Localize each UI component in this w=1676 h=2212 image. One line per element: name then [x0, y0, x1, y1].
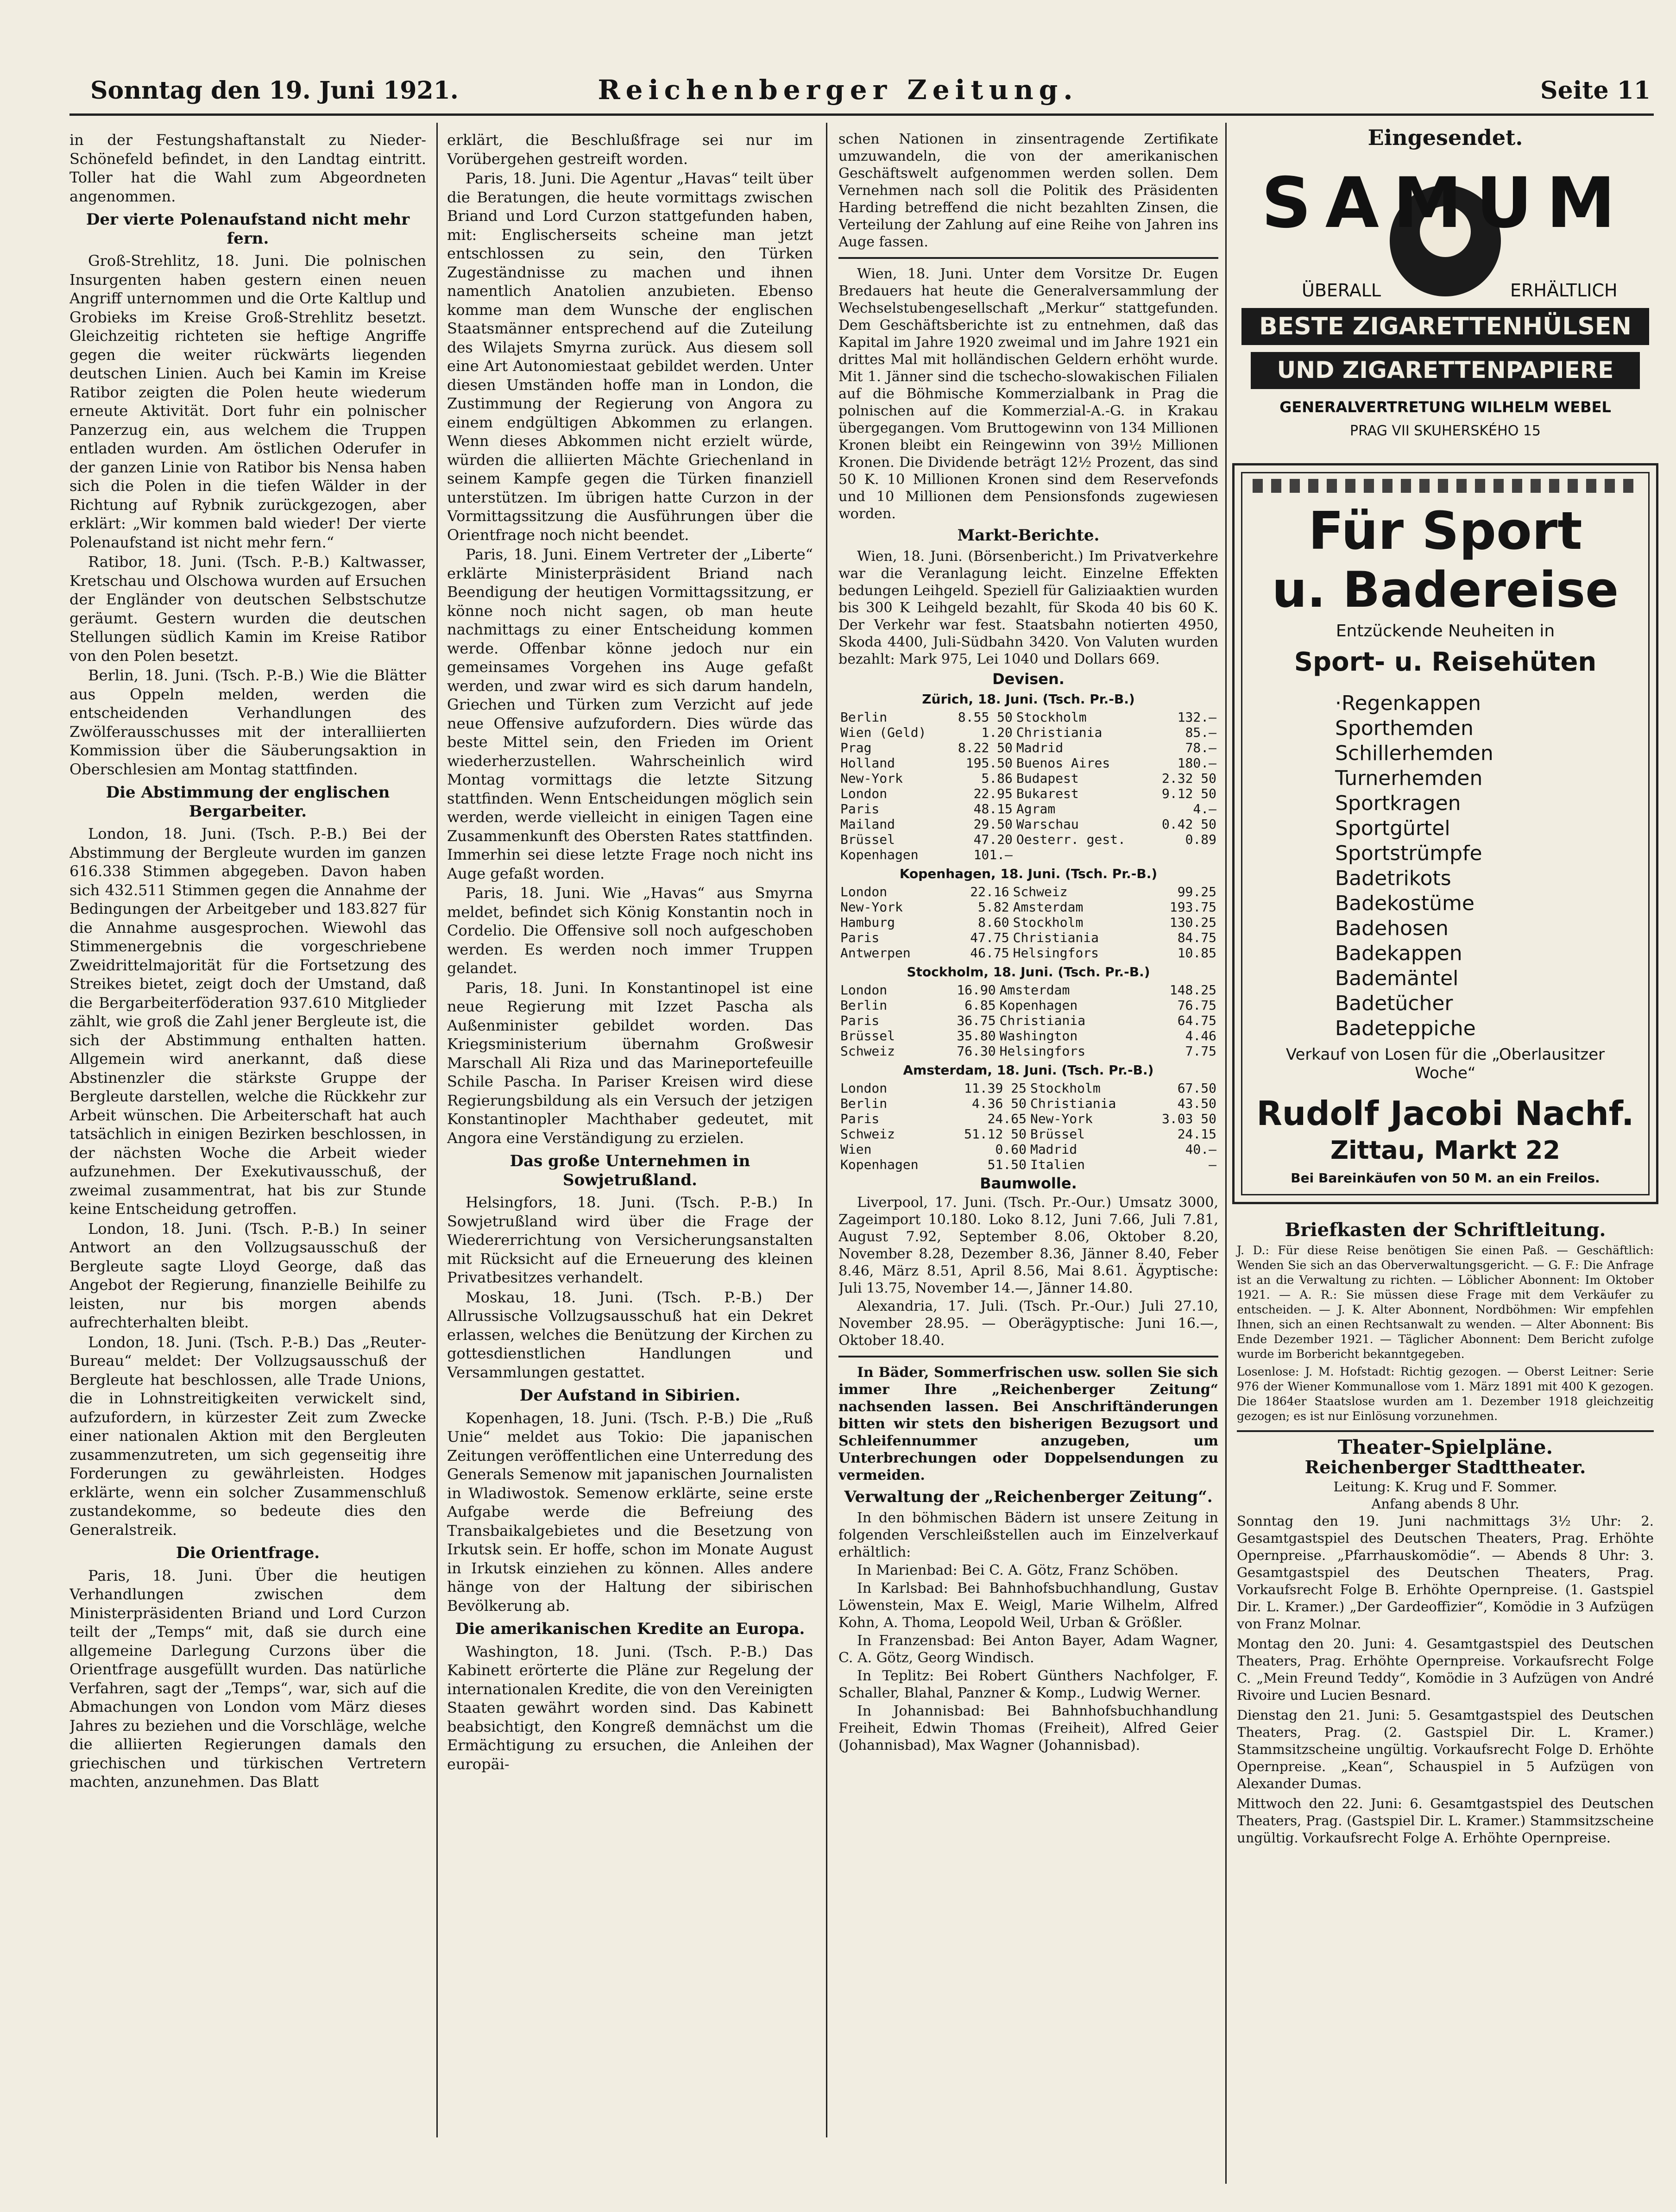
market-value: 130.25: [1169, 915, 1216, 930]
market-value: 0.42 50: [1161, 817, 1216, 832]
program-entry: Sonntag den 19. Juni nachmittags 3½ Uhr: 2. Gesamtgastspiel des Deutschen Theaters, Prag. Erhöhte Opernpreise. „Pfarrhauskomödie“. — Abends 8 Uhr: 3. Gesamtgastspiel des Deutschen Theaters, Prag. Vorkaufsrecht Folge B. Erhöhte Opernpreise. (1. Gastspiel Dir. L. Kramer.) „Der Gardeoffizier“, Komödie in 3 Aufzügen von Franz Molnar.: [1237, 1513, 1654, 1632]
market-label: Berlin: [840, 710, 888, 725]
paragraph: In Franzensbad: Bei Anton Bayer, Adam Wagner, C. A. Götz, Georg Windisch.: [838, 1633, 1218, 1666]
market-value: 6.85: [964, 998, 996, 1013]
product-item: Badekostüme: [1335, 892, 1474, 915]
market-label: Helsingfors: [1013, 945, 1099, 961]
product-item: Badetücher: [1335, 992, 1453, 1015]
paragraph: In Marienbad: Bei C. A. Götz, Franz Schöben.: [857, 1562, 1179, 1578]
notice-signature: Verwaltung der „Reichenberger Zeitung“.: [844, 1488, 1213, 1506]
market-value: 4.36 50: [971, 1096, 1027, 1111]
brand-text: SAMUM: [1261, 163, 1630, 244]
paragraph: Ratibor, 18. Juni. (Tsch. P.-B.) Kaltwasser, Kretschau und Olschowa wurden auf Ersuchen der Engländer von deutschen Selbstschutze geräumt. Gestern wurden die deutschen Stellungen südlich Kamin im Kreise Ratibor von den Polen besetzt.: [69, 553, 426, 665]
section-heading: Markt-Berichte.: [957, 526, 1100, 545]
market-value: 16.90: [957, 982, 996, 998]
column-divider: [436, 123, 438, 2137]
market-value: 8.55 50: [958, 710, 1013, 725]
theater-leitung: Leitung: K. Krug und F. Sommer.: [1333, 1479, 1557, 1495]
ad-inner-frame: [1241, 472, 1650, 1195]
market-label: Stockholm: [1013, 915, 1084, 930]
market-value: 84.75: [1177, 930, 1216, 945]
market-value: 0.89: [1185, 832, 1216, 847]
market-label: Christiania: [1016, 725, 1103, 740]
market-table-stockholm: [838, 982, 1218, 1059]
theater-title: Theater-Spielpläne.: [1337, 1436, 1553, 1458]
market-label: Holland: [840, 755, 895, 771]
market-value: 40.—: [1185, 1142, 1216, 1157]
market-value: 101.—: [973, 847, 1013, 862]
market-value: 99.25: [1177, 884, 1216, 899]
market-value: 24.15: [1177, 1126, 1216, 1142]
market-kopenhagen-heading: Kopenhagen, 18. Juni. (Tsch. Pr.-B.): [899, 866, 1158, 881]
market-label: Oesterr. gest.: [1016, 832, 1126, 847]
market-value: 51.50: [987, 1157, 1027, 1172]
market-row: [838, 915, 1218, 930]
section-heading: Die amerikanischen Kredite an Europa.: [455, 1620, 805, 1638]
product-item: Badehosen: [1335, 917, 1449, 940]
market-label: Kopenhagen: [999, 998, 1078, 1013]
column-divider: [826, 123, 827, 2137]
market-row: [838, 847, 1218, 862]
market-row: [838, 740, 1218, 755]
product-item: Turnerhemden: [1335, 767, 1483, 790]
market-value: 47.75: [970, 930, 1009, 945]
market-label: Agram: [1016, 801, 1056, 817]
market-label: Kopenhagen: [840, 847, 919, 862]
market-table-amsterdam: [838, 1081, 1218, 1172]
market-label: Schweiz: [840, 1043, 895, 1059]
product-item: Sportgürtel: [1335, 817, 1450, 840]
market-value: 5.86: [981, 771, 1013, 786]
market-value: 3.03 50: [1161, 1111, 1216, 1126]
market-value: 43.50: [1177, 1096, 1216, 1111]
market-stockholm-heading: Stockholm, 18. Juni. (Tsch. Pr.-B.): [907, 964, 1150, 980]
market-row: [838, 1096, 1218, 1111]
market-row: [838, 1013, 1218, 1028]
market-row: [838, 1111, 1218, 1126]
market-row: [838, 1142, 1218, 1157]
eingesendet-label: Eingesendet.: [1367, 125, 1523, 150]
market-value: 0.60: [995, 1142, 1027, 1157]
market-value: 5.82: [978, 899, 1009, 915]
header-rule: [69, 113, 1654, 116]
market-label: London: [840, 786, 888, 801]
paragraph: London, 18. Juni. (Tsch. P.-B.) Das „Reuter-Bureau“ meldet: Der Vollzugsausschuß der Bergleute hat beschlossen, alle Trade Unions, die in Lohnstreitigkeiten verwickelt sind, aufzufordern, in kürzester Zeit zum Zwecke einer nationalen Aktion mit den Bergleuten zusammenzutreten, um sich gegenseitig ihre Forderungen zu gewährleisten. Hodges erklärte, wenn ein solcher Zusammenschluß zustandekomme, so bedeute dies den Generalstreik.: [69, 1333, 426, 1539]
market-label: Schweiz: [1013, 884, 1068, 899]
market-label: Wien (Geld): [840, 725, 926, 740]
market-value: 76.75: [1177, 998, 1216, 1013]
market-label: Madrid: [1016, 740, 1064, 755]
market-label: Washington: [999, 1028, 1078, 1043]
theater-subtitle: Reichenberger Stadttheater.: [1304, 1457, 1586, 1477]
samum-logo: [1232, 162, 1658, 459]
paragraph: London, 18. Juni. (Tsch. P.-B.) Bei der Abstimmung der Bergleute wurden im ganzen 616.338 Stimmen abgegeben. Davon haben sich 432.511 Stimmen gegen die Annahme der Bedingungen der Arbeitgeber und 183.827 für die Annahme ausgesprochen. Wiewohl das Stimmenergebnis die vorgeschriebene Zweidrittelmajorität für die Fortsetzung des Streikes bietet, zeigt doch der Umstand, daß die Bergarbeiterföderation 937.610 Mitglieder zählt, wie groß die Zahl jener Bergleute ist, die sich der Abstimmung enthalten hatten. Allgemein wird anerkannt, daß diese Abstinenzler die stärkste Gruppe der Bergleute darstellen, welche die Rückkehr zur Arbeit wünschen. Die Arbeiterschaft hat auch tatsächlich in einigen Bezirken beschlossen, in der nächsten Woche die Arbeit wieder aufzunehmen. Der Exekutivausschuß, der zweimal zusammentrat, hat bis zur Stunde keine Entscheidung getroffen.: [69, 825, 426, 1218]
ad-footnote: Bei Bareinkäufen von 50 M. an ein Freilos.: [1291, 1170, 1600, 1186]
market-label: Wien: [840, 1142, 872, 1157]
market-value: 47.20: [973, 832, 1013, 847]
paragraph: Paris, 18. Juni. In Konstantinopel ist eine neue Regierung mit Izzet Pascha als Außenminister gebildet worden. Das Kriegsministerium übernahm Großwesir Marschall Ali Riza und das Marineportefeuille Schile Pascha. In Pariser Kreisen wird diese Regierungsbildung als ein Versuch der jetzigen Konstantinopler Machthaber gedeutet, mit Angora eine Verständigung zu erzielen.: [447, 979, 813, 1147]
market-value: 7.75: [1185, 1043, 1216, 1059]
market-row: [838, 755, 1218, 771]
paragraph: Paris, 18. Juni. Über die heutigen Verhandlungen zwischen dem Ministerpräsidenten Briand und Lord Curzon teilt der „Temps“ mit, daß sie durch eine allgemeine Darlegung Curzons über die Orientfrage ausgefüllt wurden. Das natürliche Verfahren, sagt der „Temps“, war, sich auf die Abmachungen von London vom März dieses Jahres zu beziehen und die Vorschläge, welche die alliierten Regierungen damals den griechischen und türkischen Vertretern machten, anzunehmen. Das Blatt: [69, 1566, 426, 1791]
decorative-border: [1253, 479, 1638, 493]
market-value: 10.85: [1177, 945, 1216, 961]
ad-headline-1: Für Sport: [1308, 501, 1582, 561]
market-value: 67.50: [1177, 1081, 1216, 1096]
market-value: 78.—: [1185, 740, 1216, 755]
devisen-heading: Devisen.: [992, 670, 1065, 688]
market-label: Kopenhagen: [840, 1157, 919, 1172]
market-zurich-heading: Zürich, 18. Juni. (Tsch. Pr.-B.): [922, 691, 1135, 707]
market-value: 8.60: [978, 915, 1009, 930]
notice-paragraph: In Bäder, Sommerfrischen usw. sollen Sie sich immer Ihre „Reichenberger Zeitung“ nachsenden lassen. Bei Anschriftänderungen bitten wir stets den bisherigen Bezugsort und Schleifennummer anzugeben, um Unterbrechungen oder Doppelsendungen zu vermeiden.: [838, 1364, 1218, 1483]
market-value: 1.20: [981, 725, 1013, 740]
theater-anfang: Anfang abends 8 Uhr.: [1371, 1496, 1519, 1512]
briefkasten-section: [1237, 1219, 1654, 2195]
article-column-3: [838, 131, 1218, 2136]
paragraph: J. D.: Für diese Reise benötigen Sie einen Paß. — Geschäftlich: Wenden Sie sich an das Oberverwaltungsgericht. — G. F.: Die Anfrage ist an die Verwaltung zu richten. — Löblicher Abonnent: Im Oktober 1921. — A. R.: Sie müssen diese Frage mit dem Verkäufer zu entscheiden. — J. K. Alter Abonnent, Nordböhmen: Wir empfehlen Ihnen, sich an einen Rechtsanwalt zu wenden. — Alter Abonnent: Bis Ende Dezember 1921. — Täglicher Abonnent: Dem Bericht zufolge wurde im Borbericht bekanntgegeben.: [1237, 1244, 1654, 1361]
market-label: Budapest: [1016, 771, 1079, 786]
market-label: Amsterdam: [1013, 899, 1084, 915]
market-value: 48.15: [973, 801, 1013, 817]
market-value: 11.39 25: [964, 1081, 1027, 1096]
market-label: Warschau: [1016, 817, 1079, 832]
product-item: Bademäntel: [1335, 967, 1459, 990]
program-entry: Mittwoch den 22. Juni: 6. Gesamtgastspiel des Deutschen Theaters, Prag. (Gastspiel Dir. L. Kramer.) Stammsitzscheine ungültig. Vorkaufsrecht Folge A. Erhöhte Opernpreise.: [1237, 1796, 1654, 1846]
market-label: Paris: [840, 930, 880, 945]
paragraph: Groß-Strehlitz, 18. Juni. Die polnischen Insurgenten haben gestern einen neuen Angriff unternommen und die Orte Kaltlup und Grobieks im Kreise Groß-Strehlitz besetzt. Gleichzeitig richteten sie heftige Angriffe gegen die weiter rückwärts liegenden deutschen Linien. Auch bei Kamin im Kreise Ratibor zeigten die Polen heute wiederum erneute Aktivität. Dort fuhr ein polnischer Panzerzug ein, aus welchem die Truppen entladen wurden. Am östlichen Oderufer in der ganzen Linie von Ratibor bis Nensa haben sich die Polen in die tiefen Wälder in der Richtung auf Rybnik zurückgezogen, aber erklärt: „Wir kommen bald wieder! Der vierte Polenaufstand ist nicht mehr fern.“: [69, 252, 426, 551]
paragraph: Moskau, 18. Juni. (Tsch. P.-B.) Der Allrussische Vollzugsausschuß hat ein Dekret erlassen, welches die Benützung der Kirchen zu gottesdienstlichen Handlungen und Versammlungen gestattet.: [447, 1288, 813, 1381]
market-value: —: [1209, 1157, 1216, 1172]
market-row: [838, 725, 1218, 740]
market-value: 2.32 50: [1161, 771, 1216, 786]
market-value: [1149, 847, 1218, 862]
market-label: Mailand: [840, 817, 895, 832]
section-heading: Die Orientfrage.: [176, 1544, 320, 1562]
paragraph: In den böhmischen Bädern ist unsere Zeitung in folgenden Verschleißstellen auch im Einzelverkauf erhältlich:: [838, 1510, 1218, 1560]
market-value: 193.75: [1169, 899, 1216, 915]
newspaper-title: Reichenberger Zeitung.: [598, 74, 1078, 106]
product-list: [1335, 691, 1493, 1041]
ad-subline: Entzückende Neuheiten in: [1336, 622, 1555, 641]
market-label: Paris: [840, 1111, 880, 1126]
market-value: 22.95: [973, 786, 1013, 801]
product-item: Badekappen: [1335, 942, 1462, 965]
market-row: [838, 771, 1218, 786]
product-item: ·Regenkappen: [1335, 691, 1481, 715]
erhaeltlich-text: ERHÄLTLICH: [1510, 280, 1618, 301]
market-value: 85.—: [1185, 725, 1216, 740]
paragraph: Helsingfors, 18. Juni. (Tsch. P.-B.) In Sowjetrußland wird über die Frage der Wiedererrichtung von Versicherungsanstalten mit Rücksicht auf die Erneuerung des kleinen Privatbesitzes verhandelt.: [447, 1194, 813, 1286]
market-label: Christiania: [999, 1013, 1086, 1028]
section-divider: [1237, 1430, 1654, 1432]
market-row: [838, 801, 1218, 817]
theater-section: [1237, 1436, 1654, 1847]
baumwolle-heading: Baumwolle.: [980, 1175, 1077, 1192]
market-label: Paris: [840, 1013, 880, 1028]
market-label: Madrid: [1030, 1142, 1077, 1157]
market-label: Italien: [1030, 1157, 1085, 1172]
issue-date: Sonntag den 19. Juni 1921.: [90, 76, 459, 105]
market-value: 24.65: [987, 1111, 1027, 1126]
market-label: Helsingfors: [999, 1043, 1086, 1059]
market-label: Amsterdam: [999, 982, 1070, 998]
market-label: Christiania: [1013, 930, 1099, 945]
paragraph: schen Nationen in zinsentragende Zertifikate umzuwandeln, die von der amerikanischen Geschäftswelt aufgenommen werden sollen. Dem Vernehmen nach soll die Politik des Präsidenten Harding betreffend die nicht bezahlten Zinsen, die Verteilung der Zahlung auf eine Reihe von Jahren ins Auge fassen.: [838, 131, 1218, 250]
market-table-zurich: [838, 710, 1218, 862]
paragraph: Kopenhagen, 18. Juni. (Tsch. P.-B.) Die „Ruß Unie“ meldet aus Tokio: Die japanischen Zeitungen veröffentlichen eine Unterredung des Generals Semenow mit japanischen Journalisten in Wladiwostok. Semenow erklärte, seine erste Aufgabe werde die Befreiung des Transbaikalgebietes und die Besetzung von Irkutsk sein. Er hoffe, schon im Monate August in Irkutsk einziehen zu können. Alles andere hänge von der Haltung der sibirischen Bevölkerung ab.: [447, 1409, 813, 1615]
paragraph: In Teplitz: Bei Robert Günthers Nachfolger, F. Schaller, Blahal, Panzner & Komp., Ludwig Werner.: [838, 1668, 1218, 1701]
market-value: 64.75: [1177, 1013, 1216, 1028]
market-label: Paris: [840, 801, 880, 817]
market-row: [838, 1081, 1218, 1096]
market-label: Hamburg: [840, 915, 895, 930]
paragraph: in der Festungshaftanstalt zu Nieder-Schönefeld befindet, in den Landtag eintritt. Toller hat die Wahl zum Abgeordneten angenommen.: [69, 131, 426, 205]
market-label: Antwerpen: [840, 945, 911, 961]
product-item: Badetrikots: [1335, 867, 1451, 890]
market-label: New-York: [1030, 1111, 1093, 1126]
paragraph: Wien, 18. Juni. (Börsenbericht.) Im Privatverkehre war die Veranlagung leicht. Einzelne Effekten bedungen Leihgeld. Speziell für Galiziaaktien wurden bis 300 K Leihgeld bezahlt, für Skoda 40 bis 60 K. Der Verkehr war fest. Staatsbahn notierten 4950, Skoda 4400, Juli-Südbahn 3420. Von Valuten wurden bezahlt: Mark 975, Lei 1040 und Dollars 669.: [838, 548, 1218, 667]
market-label: Berlin: [840, 1096, 888, 1111]
market-label: New-York: [840, 771, 903, 786]
samum-advertisement: [1232, 125, 1658, 459]
market-value: 195.50: [965, 755, 1013, 771]
market-row: [838, 1043, 1218, 1059]
product-item: Schillerhemden: [1335, 742, 1493, 765]
paragraph: Washington, 18. Juni. (Tsch. P.-B.) Das Kabinett erörterte die Pläne zur Regelung der internationalen Kredite, die von den Vereinigten Staaten gewährt worden sind. Das Kabinett beabsichtigt, den Kongreß demnächst um die Ermächtigung zu ersuchen, die Anleihen der europäi-: [447, 1642, 813, 1773]
market-label: New-York: [840, 899, 903, 915]
line2-text: UND ZIGARETTENPAPIERE: [1277, 357, 1614, 383]
market-row: [838, 1126, 1218, 1142]
market-label: Brüssel: [840, 1028, 895, 1043]
page-header: [0, 0, 1676, 125]
market-label: Buenos Aires: [1016, 755, 1110, 771]
ad-subline-2: Sport- u. Reisehüten: [1294, 647, 1597, 677]
market-label: [1014, 847, 1149, 862]
briefkasten-title: Briefkasten der Schriftleitung.: [1285, 1219, 1606, 1241]
market-value: 4.—: [1193, 801, 1216, 817]
paragraph: Losenlose: J. M. Hofstadt: Richtig gezogen. — Oberst Leitner: Serie 976 der Wiener Kommunallose vom 1. März 1891 mit 400 K gezogen. Die 1864er Staatslose wurden am 1. Dezember 1918 gleichzeitig gezogen; es ist nur Einlösung vorzunehmen.: [1237, 1365, 1654, 1423]
market-row: [838, 817, 1218, 832]
market-row: [838, 930, 1218, 945]
paragraph: In Johannisbad: Bei Bahnhofsbuchhandlung Freiheit, Edwin Thomas (Freiheit), Alfred Geier (Johannisbad), Max Wagner (Johannisbad).: [838, 1703, 1218, 1753]
market-value: 51.12 50: [964, 1126, 1027, 1142]
firm-name: Rudolf Jacobi Nachf.: [1256, 1094, 1634, 1133]
market-label: Brüssel: [840, 832, 895, 847]
market-value: 22.16: [970, 884, 1009, 899]
paragraph: Liverpool, 17. Juni. (Tsch. Pr.-Our.) Umsatz 3000, Zageimport 10.180. Loko 8.12, Juni 7.66, Juli 7.81, August 7.92, September 8.06, Oktober 8.20, November 8.28, Dezember 8.36, Jänner 8.40, Feber 8.46, März 8.51, April 8.56, Mai 8.61. Ägyptische: Juli 13.75, November 14.—, Jänner 14.80.: [838, 1194, 1218, 1296]
program-entry: Montag den 20. Juni: 4. Gesamtgastspiel des Deutschen Theaters, Prag. Erhöhte Opernpreise. Vorkaufsrecht Folge C. „Mein Freund Teddy“, Komödie in 3 Aufzügen von André Rivoire und Lucien Besnard.: [1237, 1636, 1654, 1703]
market-row: [838, 1028, 1218, 1043]
product-item: Sporthemden: [1335, 716, 1474, 740]
market-label: Stockholm: [1016, 710, 1087, 725]
market-value: 9.12 50: [1161, 786, 1216, 801]
paragraph: In Karlsbad: Bei Bahnhofsbuchhandlung, Gustav Löwenstein, Max E. Weigl, Marie Wilhelm, Alfred Kohn, A. Thoma, Leopold Weil, Urban & Größler.: [838, 1580, 1218, 1631]
market-amsterdam-heading: Amsterdam, 18. Juni. (Tsch. Pr.-B.): [903, 1062, 1154, 1078]
product-item: Sportkragen: [1335, 792, 1461, 815]
sport-advertisement: [1232, 463, 1658, 1204]
lose-note: Verkauf von Losen für die „Oberlausitzer Woche“: [1285, 1045, 1605, 1082]
paragraph: Berlin, 18. Juni. (Tsch. P.-B.) Wie die Blätter aus Oppeln melden, werden die entscheidenden Verhandlungen des Zwölferausschusses mit der interalliierten Kommission über die Säuberungsaktion in Oberschlesien am Montag stattfinden.: [69, 666, 426, 778]
market-value: 76.30: [957, 1043, 996, 1059]
paragraph: Alexandria, 17. Juli. (Tsch. Pr.-Our.) Juli 27.10, November 28.95. — Oberägyptische: Juni 16.—, Oktober 18.40.: [838, 1298, 1218, 1349]
paragraph: Wien, 18. Juni. Unter dem Vorsitze Dr. Eugen Bredauers hat heute die Generalversammlung der Wechselstubengesellschaft „Merkur“ stattgefunden. Dem Geschäftsberichte ist zu entnehmen, daß das Kapital im Jahre 1920 zweimal und im Jahre 1921 ein drittes Mal mit holländischen Geldern erhöht wurde. Mit 1. Jänner sind die tschecho-slowakischen Filialen auf die Böhmische Kommerzialbank in Prag die polnischen auf die Kommerzial-A.-G. in Krakau übergegangen. Vom Bruttogewinn von 134 Millionen Kronen bleibt ein Reingewinn von 39½ Millionen Kronen. Die Dividende beträgt 12½ Prozent, das sind 50 K. 10 Millionen Kronen sind dem Reservefonds und 10 Millionen dem Pensionsfonds zugewiesen worden.: [838, 266, 1218, 522]
market-label: London: [840, 884, 888, 899]
ad-headline-2: u. Badereise: [1272, 561, 1619, 618]
paragraph: Paris, 18. Juni. Die Agentur „Havas“ teilt über die Beratungen, die heute vormittags zwischen Briand und Lord Curzon stattgefunden haben, mit: Englischerseits scheine man jetzt entschlossen zu sein, den Türken Zugeständnisse zu machen und ihnen namentlich Anatolien anzubieten. Ebenso komme man dem Wunsche der englischen Staatsmänner entsprechend auf die Zuteilung des Wilajets Smyrna zurück. Aus diesem soll eine Art Autonomiestaat gebildet werden. Unter diesen Umständen hoffe man in London, die Zustimmung der Regierung von Angora zu einem endgültigen Abkommen zu erlangen. Wenn dieses Abkommen nicht erzielt würde, würden die alliierten Mächte Griechenland in seinem Kampfe gegen die Türken finanziell unterstützen. Im übrigen hatte Curzon in der Vormittagssitzung die Ausführungen über die Orientfrage noch nicht beendet.: [447, 170, 813, 544]
market-row: [838, 710, 1218, 725]
market-label: Schweiz: [840, 1126, 895, 1142]
market-value: 4.46: [1185, 1028, 1216, 1043]
page-number: Seite 11: [1540, 76, 1651, 105]
market-label: Christiania: [1030, 1096, 1116, 1111]
market-row: [838, 1157, 1218, 1172]
market-label: London: [840, 982, 888, 998]
paragraph: London, 18. Juni. (Tsch. P.-B.) In seiner Antwort an den Vollzugsausschuß der Bergleute sagte Lloyd George, daß das Angebot der Regierung, finanzielle Beihilfe zu leisten, nur bis morgen abends aufrechterhalten bleibt.: [69, 1219, 426, 1331]
product-item: Sportstrümpfe: [1335, 842, 1482, 865]
market-label: London: [840, 1081, 888, 1096]
market-label: Brüssel: [1030, 1126, 1085, 1142]
market-row: [838, 884, 1218, 899]
program-entry: Dienstag den 21. Juni: 5. Gesamtgastspiel des Deutschen Theaters, Prag. (2. Gastspiel Dir. L. Kramer.) Stammsitzscheine ungültig. Vorkaufsrecht Folge D. Erhöhte Opernpreise. „Kean“, Schauspiel in 5 Aufzügen von Alexander Dumas.: [1237, 1707, 1654, 1791]
market-value: 35.80: [957, 1028, 996, 1043]
vertretung-text: GENERALVERTRETUNG WILHELM WEBEL: [1279, 398, 1611, 416]
market-value: 46.75: [970, 945, 1009, 961]
ueberall-text: ÜBERALL: [1302, 280, 1381, 301]
address-text: PRAG VII SKUHERSKÉHO 15: [1349, 423, 1541, 439]
market-row: [838, 832, 1218, 847]
market-label: Prag: [840, 740, 872, 755]
market-value: 180.—: [1177, 755, 1216, 771]
section-divider: [838, 1356, 1218, 1357]
line1-text: BESTE ZIGARETTENHÜLSEN: [1259, 313, 1632, 340]
market-table-kopenhagen: [838, 884, 1218, 961]
column-divider: [1225, 123, 1227, 2184]
section-heading: Der Aufstand in Sibirien.: [519, 1386, 741, 1405]
market-value: 29.50: [973, 817, 1013, 832]
paragraph: erklärt, die Beschlußfrage sei nur im Vorübergehen gestreift worden.: [447, 131, 813, 168]
article-column-1: [69, 131, 426, 2136]
market-row: [838, 998, 1218, 1013]
market-value: 132.—: [1177, 710, 1216, 725]
market-value: 36.75: [957, 1013, 996, 1028]
market-label: Bukarest: [1016, 786, 1079, 801]
paragraph: Paris, 18. Juni. Wie „Havas“ aus Smyrna meldet, befindet sich König Konstantin noch in Cordelio. Die Offensive soll noch aufgeschoben werden. Es werden noch immer Truppen gelandet.: [447, 884, 813, 977]
market-value: 8.22 50: [958, 740, 1013, 755]
market-label: Berlin: [840, 998, 888, 1013]
firm-city: Zittau, Markt 22: [1330, 1136, 1560, 1165]
section-divider: [838, 257, 1218, 259]
market-value: 148.25: [1169, 982, 1216, 998]
market-row: [838, 945, 1218, 961]
article-column-2: [447, 131, 813, 2136]
market-row: [838, 786, 1218, 801]
paragraph: Paris, 18. Juni. Einem Vertreter der „Liberte“ erklärte Ministerpräsident Briand nach Beendigung der heutigen Vormittagssitzung, er könne noch nicht sagen, ob man heute nachmittags zu einer Entscheidung kommen werde. Offenbar könne jedoch nur ein gemeinsames Vorgehen ins Auge gefaßt werden, und zwar wird es sich darum handeln, Griechen und Türken zum Verzicht auf jede neue Offensive aufzufordern. Dies würde das beste Mittel sein, den Frieden im Orient wiederherzustellen. Wahrscheinlich wird Montag vormittags die letzte Sitzung stattfinden. Wenn Entscheidungen möglich sein werden, werde vielleicht in einigen Tagen eine Zusammenkunft des Obersten Rates stattfinden. Immerhin sei diese letzte Frage noch nicht ins Auge gefaßt worden.: [447, 546, 813, 882]
product-item: Badeteppiche: [1335, 1017, 1476, 1040]
section-heading: Das große Unternehmen in Sowjetrußland.: [510, 1152, 750, 1189]
market-row: [838, 982, 1218, 998]
section-heading: Die Abstimmung der englischen Bergarbeiter.: [106, 783, 390, 821]
market-row: [838, 899, 1218, 915]
market-label: Stockholm: [1030, 1081, 1101, 1096]
section-heading: Der vierte Polenaufstand nicht mehr fern.: [86, 210, 410, 248]
